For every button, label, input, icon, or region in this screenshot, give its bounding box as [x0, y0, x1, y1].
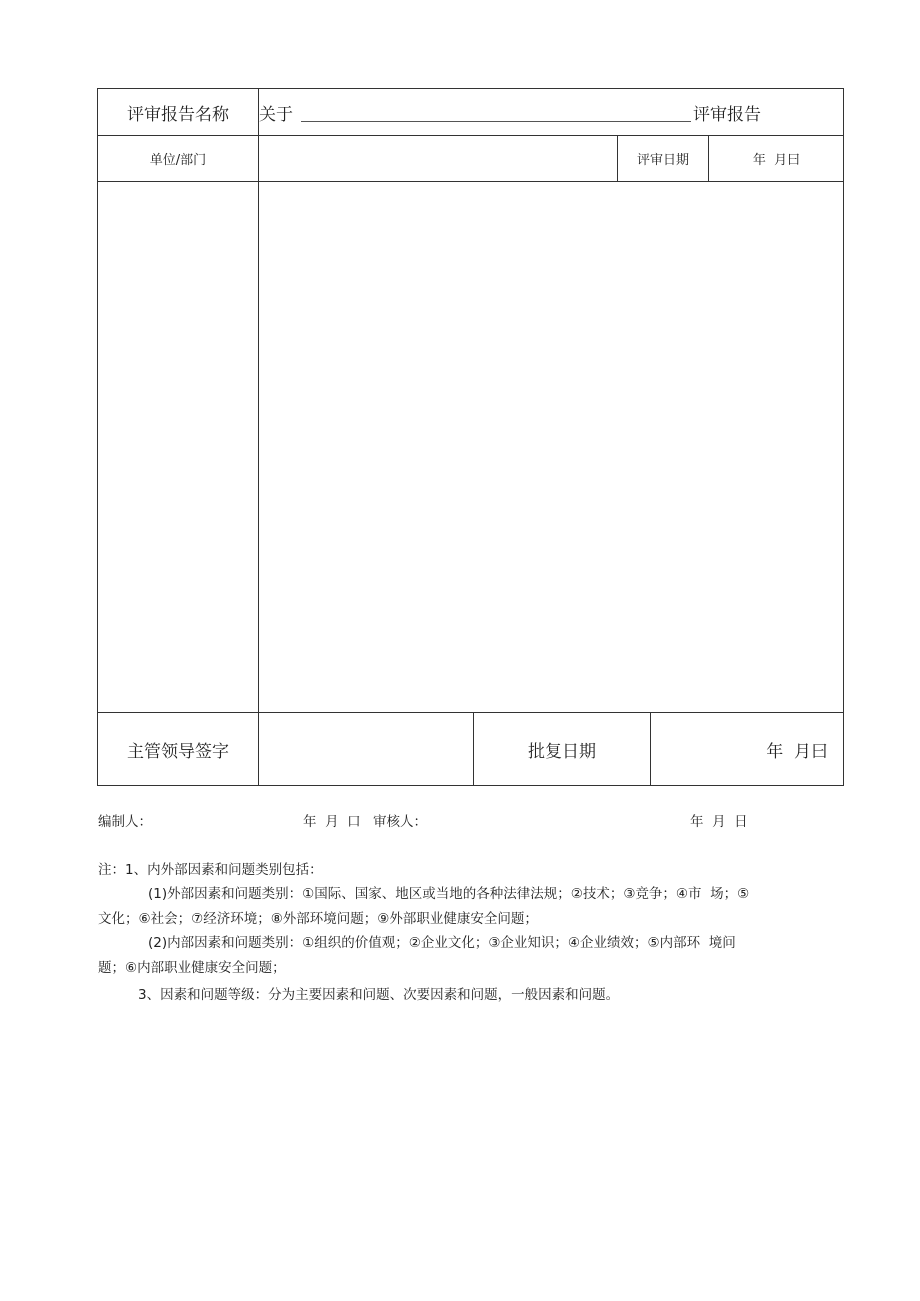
report-title-blank[interactable] [301, 103, 691, 122]
title-prefix: 关于 [259, 104, 293, 125]
review-date-label: 评审日期 [636, 152, 689, 168]
title-suffix: 评审报告 [693, 104, 761, 125]
note-line-1: 注：1、内外部因素和问题类别包括： [98, 862, 323, 878]
reviewer-label: 审核人： [373, 814, 427, 830]
approval-date-label: 批复日期 [528, 742, 596, 762]
note-line-4: (2)内部因素和问题类别：①组织的价值观；②企业文化；③企业知识；④企业绩效；⑤内部环 境问 [148, 935, 736, 951]
note-line-5: 题；⑥内部职业健康安全问题； [98, 960, 286, 976]
preparer-date: 年 月 口 [303, 814, 361, 830]
content-label-cell [98, 182, 258, 712]
review-report-form [97, 88, 844, 786]
content-field[interactable] [259, 182, 844, 712]
signature-field[interactable] [259, 713, 473, 786]
preparer-label: 编制人： [98, 814, 152, 830]
note-line-6: 3、因素和问题等级：分为主要因素和问题、次要因素和问题，一般因素和问题。 [138, 987, 620, 1003]
report-name-label: 评审报告名称 [127, 104, 229, 125]
report-title-field[interactable] [259, 89, 844, 135]
unit-label: 单位/部门 [149, 152, 207, 168]
review-date-field[interactable]: 年 月曰 [752, 152, 801, 168]
note-line-2: (1)外部因素和问题类别：①国际、国家、地区或当地的各种法律法规；②技术；③竞争；④市 场；⑤ [148, 886, 750, 902]
approval-date-field[interactable]: 年 月曰 [766, 742, 828, 762]
note-line-3: 文化；⑥社会；⑦经济环境；⑧外部环境问题；⑨外部职业健康安全问题； [98, 911, 538, 927]
reviewer-date: 年 月 日 [690, 814, 748, 830]
unit-field[interactable] [259, 135, 617, 181]
signature-label: 主管领导签字 [127, 742, 229, 762]
